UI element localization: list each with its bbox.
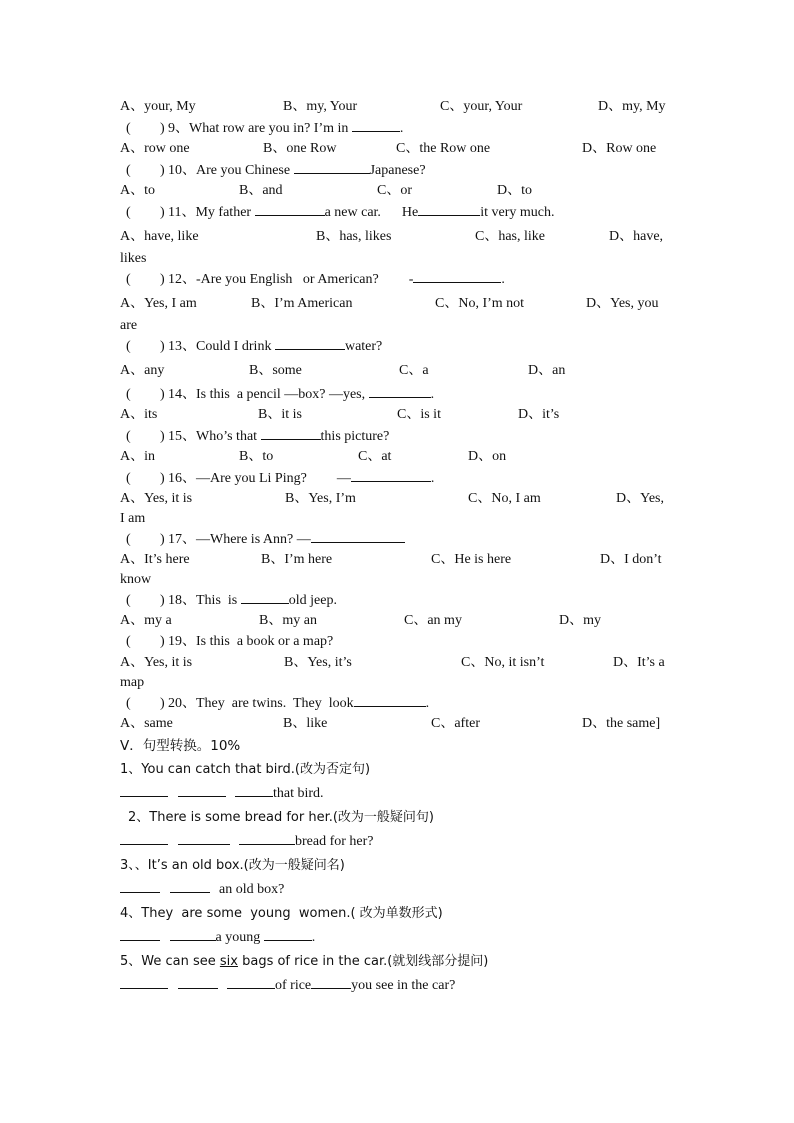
q20-option-a: A、same [120,716,173,731]
q16-end: . [430,471,435,486]
q18-option-a: A、my a [120,613,172,628]
q11-mid: a new car. He [324,205,419,220]
t5-question-pre: 5、We can see [120,954,216,969]
t4-question: 4、They are some young women.( 改为单数形式) [120,906,443,921]
q16-option-d: D、Yes, [616,491,664,506]
q12-option-b: B、I’m American [251,296,353,311]
q17-option-a: A、It’s here [120,552,190,567]
q19-option-c: C、No, it isn’t [461,655,545,670]
q15-end: this picture? [320,429,390,444]
q15-stem [120,425,675,446]
t2-question: 2、There is some bread for her.(改为一般疑问句) [128,810,435,825]
q20-option-c: C、after [431,716,480,731]
q19-options [120,652,675,673]
t5-answer-mid: of rice [275,978,312,993]
answer-paren[interactable]: ( ) [126,593,165,608]
q9-blank[interactable] [352,117,400,132]
q8-option-b: B、my, Your [283,99,358,114]
t1-answer [120,782,675,806]
q13-options [120,359,675,383]
q18-options [120,610,675,631]
t2-answer-end: bread for her? [295,834,374,849]
q20-blank[interactable] [354,692,426,707]
q10-option-a: A、to [120,183,155,198]
t1-answer-end: that bird. [273,786,324,801]
q17-option-d: D、I don’t [600,552,662,567]
t5-answer-end: you see in the car? [351,978,456,993]
q12-option-c: C、No, I’m not [435,296,525,311]
q20-stem [120,692,675,713]
t4-blank-2[interactable] [170,926,216,941]
t5-blank-2[interactable] [178,974,218,989]
q9-stem [120,117,675,138]
q10-stem [120,159,675,180]
answer-paren[interactable]: ( ) [126,429,165,444]
q15-text: 15、Who’s that [168,429,258,444]
q18-option-b: B、my an [259,613,317,628]
worksheet-content [120,96,675,998]
q10-end: Japanese? [369,163,426,178]
q18-blank[interactable] [241,589,289,604]
q11-option-a: A、have, like [120,229,199,244]
q10-options [120,180,675,201]
t5-blank-4[interactable] [311,974,351,989]
q9-text: 9、What row are you in? I’m in [168,121,349,136]
q12-option-a: A、Yes, I am [120,296,197,311]
q16-text: 16、—Are you Li Ping? [168,471,307,486]
answer-paren[interactable]: ( ) [126,471,165,486]
t1-blank-1[interactable] [120,782,168,797]
q11-option-d-wrap: likes [120,251,147,266]
q19-stem [120,631,675,652]
q12-options [120,292,675,316]
t2-blank-3[interactable] [239,830,295,845]
q18-option-d: D、my [559,613,601,628]
q19-text: 19、Is this a book or a map? [168,634,334,649]
q14-option-c: C、is it [397,407,441,422]
t5-question [120,950,675,974]
q12-blank[interactable] [413,268,501,283]
q17-text: 17、—Where is Ann? — [168,532,311,547]
section-5-heading: V．句型转换。10% [120,738,241,754]
q16-blank[interactable] [351,467,431,482]
q10-blank[interactable] [294,159,370,174]
q13-option-c: C、a [399,363,429,378]
q18-stem [120,589,675,610]
answer-paren[interactable]: ( ) [126,387,165,402]
answer-paren[interactable]: ( ) [126,532,165,547]
q17-option-d-wrap: know [120,572,152,587]
q14-option-a: A、its [120,407,158,422]
q11-option-c: C、has, like [475,229,545,244]
q13-blank[interactable] [275,335,345,350]
t3-answer-end: an old box? [219,882,285,897]
q8-option-d: D、my, My [598,99,666,114]
q18-end: old jeep. [288,593,337,608]
q16-option-b: B、Yes, I’m [285,491,356,506]
q20-end: . [425,696,430,711]
t3-answer [120,878,675,902]
q11-blank-2[interactable] [418,201,480,216]
q9-end: . [399,121,404,136]
q13-option-b: B、some [249,363,302,378]
answer-paren[interactable]: ( ) [126,634,165,649]
q13-option-a: A、any [120,363,165,378]
q14-blank[interactable] [369,383,431,398]
q15-options [120,446,675,467]
t4-blank-3[interactable] [264,926,312,941]
q13-text: 13、Could I drink [168,339,272,354]
q12-end: . [501,272,505,287]
q19-option-d: D、It’s a [613,655,665,670]
t5-answer [120,974,675,998]
q19-option-b: B、Yes, it’s [284,655,352,670]
q16-option-a: A、Yes, it is [120,491,193,506]
q12-dash: - [408,272,414,287]
answer-paren[interactable]: ( ) [126,696,165,711]
q10-option-c: C、or [377,183,412,198]
q19-option-a: A、Yes, it is [120,655,193,670]
q13-end: water? [344,339,383,354]
q15-option-c: C、at [358,449,392,464]
q17-stem [120,528,675,549]
q12-option-d: D、Yes, you [586,296,659,311]
q14-stem [120,383,675,404]
q8-option-a: A、your, My [120,99,196,114]
t2-answer [120,830,675,854]
q12-stem [120,268,675,292]
t1-question: 1、You can catch that bird.(改为否定句) [120,762,371,777]
q17-blank[interactable] [311,528,405,543]
q11-text: 11、My father [168,205,252,220]
q11-option-b: B、has, likes [316,229,392,244]
answer-paren[interactable]: ( ) [126,163,165,178]
t2-blank-1[interactable] [120,830,168,845]
q13-option-d: D、an [528,363,566,378]
t5-underlined-word: six [219,954,238,969]
q20-option-b: B、like [283,716,328,731]
q14-option-b: B、it is [258,407,302,422]
q9-option-a: A、row one [120,141,190,156]
q19-option-d-wrap: map [120,675,145,690]
q20-options [120,713,675,734]
q12-option-d-wrap: are [120,318,138,333]
q10-option-b: B、and [239,183,283,198]
q17-option-c: C、He is here [431,552,512,567]
q15-option-a: A、in [120,449,155,464]
t1-blank-2[interactable] [178,782,226,797]
answer-paren[interactable]: ( ) [126,121,165,136]
q18-option-c: C、an my [404,613,462,628]
t4-blank-1[interactable] [120,926,160,941]
q20-text: 20、They are twins. They look [168,696,354,711]
answer-paren[interactable]: ( ) [126,205,165,220]
q13-stem [120,335,675,359]
q8-option-c: C、your, Your [440,99,523,114]
t4-answer-end: . [311,930,316,945]
q16-stem [120,467,675,488]
q11-options [120,225,675,249]
t1-blank-3[interactable] [235,782,273,797]
q10-text: 10、Are you Chinese [168,163,291,178]
q9-options [120,138,675,159]
q12-text: 12、-Are you English or American? [168,272,379,287]
q10-option-d: D、to [497,183,532,198]
t5-question-post: bags of rice in the car.(就划线部分提问) [237,954,489,969]
t2-blank-2[interactable] [178,830,230,845]
t3-blank-1[interactable] [120,878,160,893]
q14-end: . [430,387,435,402]
t5-blank-3[interactable] [227,974,275,989]
q9-option-d: D、Row one [582,141,657,156]
q14-text: 14、Is this a pencil —box? —yes, [168,387,366,402]
q15-blank[interactable] [261,425,321,440]
q9-option-b: B、one Row [263,141,337,156]
q20-option-d: D、the same] [582,716,661,731]
answer-paren[interactable]: ( ) [126,339,165,354]
q16-options [120,488,675,509]
q15-option-b: B、to [239,449,274,464]
t4-answer [120,926,675,950]
q17-options [120,549,675,570]
q18-text: 18、This is [168,593,238,608]
t3-question: 3、、It’s an old box.(改为一般疑问名) [120,858,345,873]
q15-option-d: D、on [468,449,507,464]
q9-option-c: C、the Row one [396,141,491,156]
answer-paren[interactable]: ( ) [126,272,165,287]
q16-option-d-wrap: I am [120,511,146,526]
q8-options [120,96,675,117]
q16-option-c: C、No, I am [468,491,541,506]
q17-option-b: B、I’m here [261,552,333,567]
q11-option-d: D、have, [609,229,664,244]
q16-dash: — [336,471,351,486]
q14-option-d: D、it’s [518,407,560,422]
q11-end: it very much. [480,205,555,220]
q14-options [120,404,675,425]
q11-blank-1[interactable] [255,201,325,216]
q11-stem [120,201,675,225]
t3-blank-2[interactable] [170,878,210,893]
t4-answer-mid: a young [215,930,261,945]
t5-blank-1[interactable] [120,974,168,989]
